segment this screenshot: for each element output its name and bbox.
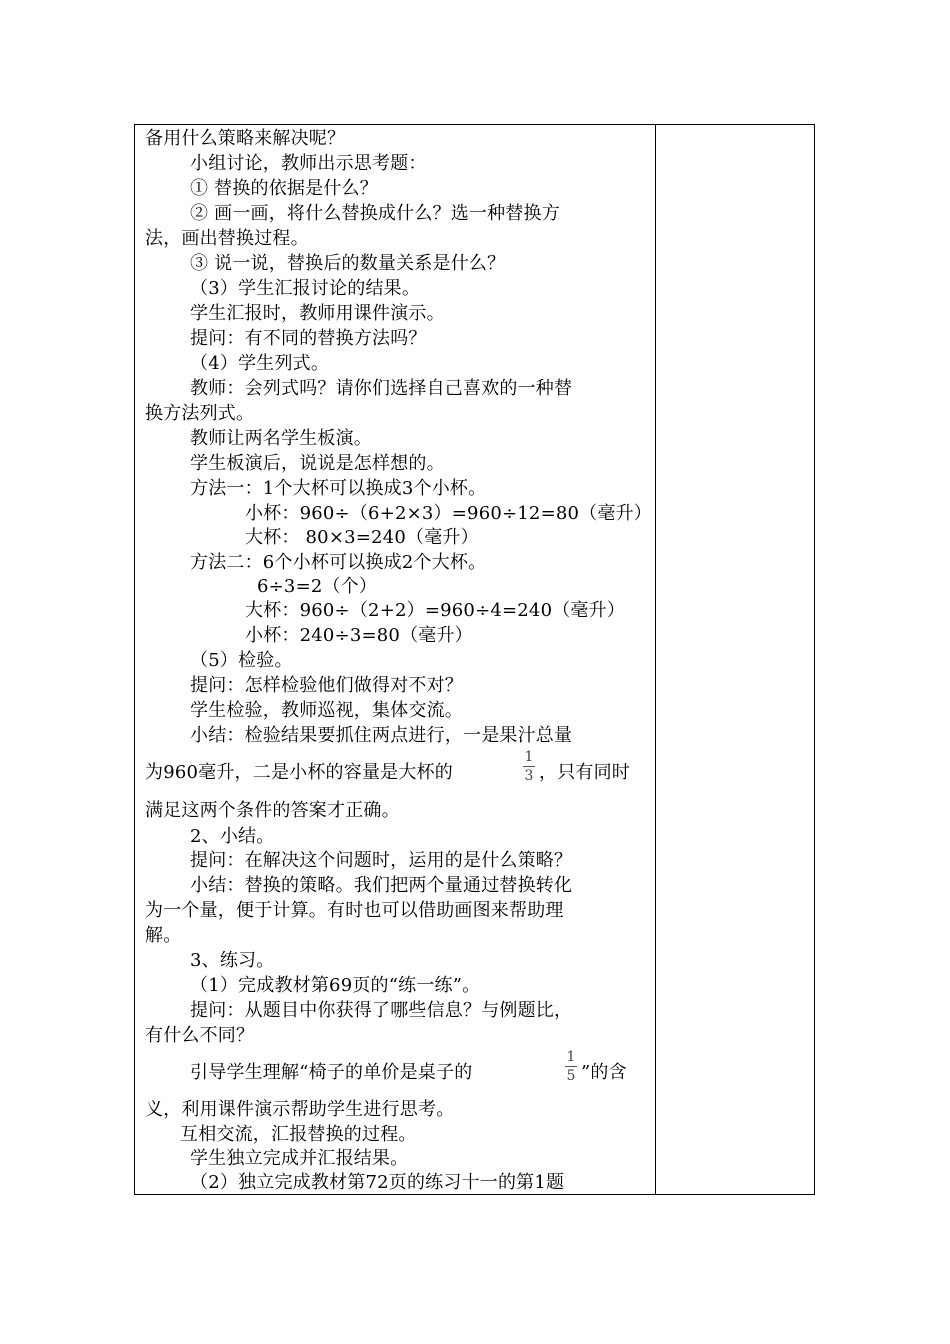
text-line: 教师让两名学生板演。 (190, 428, 372, 449)
text-line: 学生汇报时，教师用课件演示。 (190, 303, 445, 324)
text-line: 学生板演后，说说是怎样想的。 (190, 453, 445, 474)
text-line: ① 替换的依据是什么？ (190, 178, 378, 199)
text-line: 方法一：1个大杯可以换成3个小杯。 (190, 478, 487, 499)
text-line: 提问：从题目中你获得了哪些信息？与例题比， (190, 1000, 573, 1021)
text-line: 学生检验，教师巡视，集体交流。 (190, 700, 463, 721)
text-line: （5）检验。 (190, 650, 293, 671)
text-line: 备用什么策略来解决呢？ (145, 128, 346, 149)
text-line: 2、小结。 (190, 826, 275, 847)
text-line: （4）学生列式。 (190, 353, 330, 374)
text-line: （2）独立完成教材第72页的练习十一的第1题 (190, 1172, 565, 1193)
text-line: 换方法列式。 (145, 403, 255, 424)
text-line: 引导学生理解“椅子的单价是桌子的 (190, 1062, 473, 1083)
text-line: 义，利用课件演示帮助学生进行思考。 (145, 1099, 455, 1120)
text-line: （3）学生汇报讨论的结果。 (190, 278, 421, 299)
text-line: ，只有同时 (539, 762, 630, 783)
notes-cell (657, 125, 814, 1194)
text-line: 有什么不同？ (145, 1025, 255, 1046)
text-line: 3、练习。 (190, 950, 275, 971)
text-line: 小结：替换的策略。我们把两个量通过替换转化 (190, 875, 573, 896)
text-line: 小组讨论，教师出示思考题： (190, 153, 427, 174)
fraction-one-third: 1 3 (524, 749, 534, 784)
column-divider (655, 125, 656, 1194)
text-line: 6÷3=2（个） (257, 576, 378, 597)
text-line: ”的含 (581, 1062, 627, 1083)
text-line: 满足这两个条件的答案才正确。 (145, 800, 400, 821)
text-line: 为960毫升，二是小杯的容量是大杯的 (145, 762, 453, 783)
text-line: 法，画出替换过程。 (145, 228, 309, 249)
text-line: 提问：怎样检验他们做得对不对？ (190, 675, 463, 696)
text-line: 解。 (145, 925, 182, 946)
fraction-one-fifth: 1 5 (566, 1049, 576, 1084)
text-line: 方法二：6个小杯可以换成2个大杯。 (190, 552, 487, 573)
text-line: （1）完成教材第69页的“练一练”。 (190, 975, 481, 996)
text-line: 教师：会列式吗？请你们选择自己喜欢的一种替 (190, 378, 573, 399)
text-line: 小结：检验结果要抓住两点进行，一是果汁总量 (190, 725, 573, 746)
text-line: 提问：有不同的替换方法吗？ (190, 328, 427, 349)
text-line: ② 画一画，将什么替换成什么？选一种替换方 (190, 203, 560, 224)
text-line: ③ 说一说，替换后的数量关系是什么？ (190, 253, 506, 274)
text-line: 为一个量，便于计算。有时也可以借助画图来帮助理 (145, 900, 564, 921)
text-line: 大杯： 80×3=240（毫升） (245, 527, 479, 548)
text-line: 大杯：960÷（2+2）=960÷4=240（毫升） (245, 600, 626, 621)
lesson-table (134, 124, 815, 1195)
text-line: 学生独立完成并汇报结果。 (190, 1148, 409, 1169)
text-line: 小杯：960÷（6+2×3）=960÷12=80（毫升） (245, 503, 652, 524)
text-line: 提问：在解决这个问题时，运用的是什么策略？ (190, 850, 573, 871)
text-line: 互相交流，汇报替换的过程。 (180, 1124, 417, 1145)
text-line: 小杯：240÷3=80（毫升） (245, 625, 473, 646)
